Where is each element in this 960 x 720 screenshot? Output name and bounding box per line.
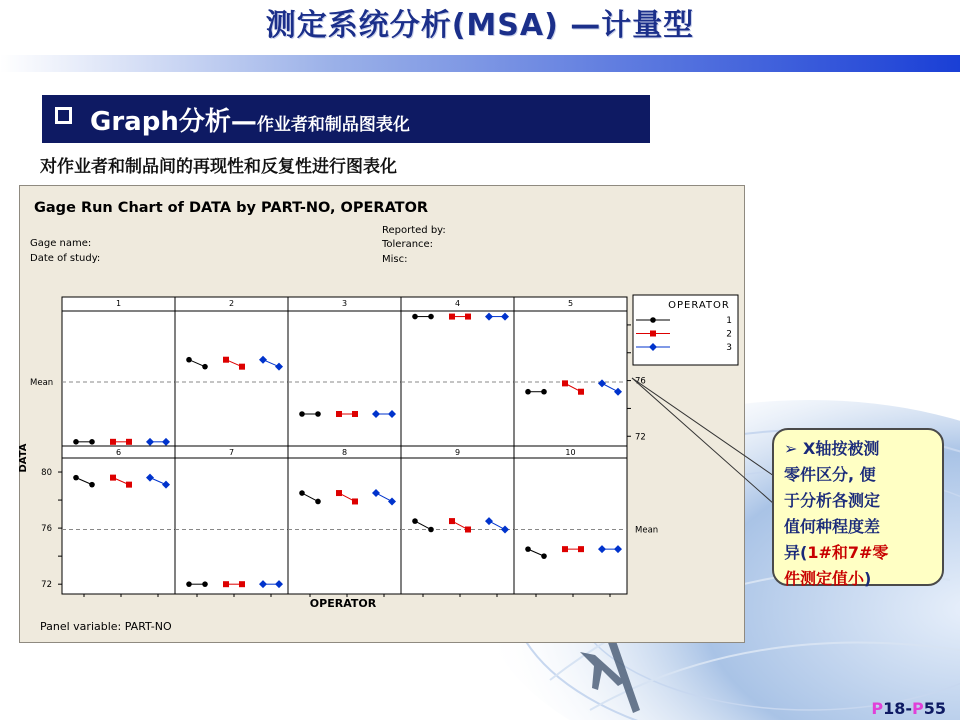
info-tolerance: Tolerance: (382, 239, 434, 250)
panel-frame (401, 446, 514, 594)
data-point (428, 527, 434, 533)
data-point (562, 546, 568, 552)
plot-area (30, 297, 658, 597)
data-point (465, 314, 471, 320)
data-point (562, 380, 568, 386)
data-point (110, 439, 116, 445)
mean-label-left: Mean (30, 377, 54, 388)
section-heading (42, 95, 650, 143)
gage-run-chart-panel (19, 185, 745, 643)
panel-2 (175, 297, 288, 446)
data-point (336, 411, 342, 417)
panel-frame (288, 297, 401, 446)
data-point (578, 546, 584, 552)
legend-label: 2 (726, 329, 732, 340)
data-point (541, 553, 547, 559)
panel-5 (514, 297, 627, 446)
page-prefix-2: P (912, 699, 924, 718)
panel-9 (401, 446, 514, 594)
title-underline-bar (0, 55, 960, 72)
callout-highlight-1: 1#和7#零 (807, 543, 889, 562)
data-point (239, 364, 245, 370)
legend-marker (650, 317, 656, 323)
panel-label: 7 (228, 448, 235, 457)
legend (633, 295, 738, 365)
callout-line-2: 零件区分, 便 (784, 465, 876, 484)
data-point (412, 518, 418, 524)
data-point (73, 439, 79, 445)
data-point (299, 411, 305, 417)
panel-frame (401, 297, 514, 446)
callout-line-1: X轴按被测 (802, 439, 880, 458)
data-point (186, 357, 192, 363)
legend-label: 1 (726, 316, 732, 326)
info-gage-name: Gage name: (30, 238, 92, 249)
panel-frame (175, 297, 288, 446)
section-title-sub: 作业者和制品图表化 (256, 115, 410, 135)
panel-6 (62, 446, 175, 594)
data-point (541, 389, 547, 395)
data-point (110, 475, 116, 481)
section-heading-text (90, 101, 410, 138)
page-start: 18 (883, 699, 906, 718)
data-point (239, 581, 245, 587)
legend-label: 3 (726, 343, 732, 353)
panel-variable-label: Panel variable: PART-NO (40, 620, 172, 633)
chart-title: Gage Run Chart of DATA by PART-NO, OPERATOR (34, 200, 429, 216)
data-point (89, 482, 95, 488)
panel-label: 8 (341, 448, 348, 457)
data-point (525, 546, 531, 552)
data-point (449, 518, 455, 524)
panel-frame (288, 446, 401, 594)
data-point (352, 498, 358, 504)
page-end: 55 (923, 699, 946, 718)
panel-label: 10 (565, 448, 576, 457)
data-point (352, 411, 358, 417)
data-point (525, 389, 531, 395)
info-reported-by: Reported by: (382, 225, 446, 236)
data-point (428, 314, 434, 320)
slide-description: 对作业者和制品间的再现性和反复性进行图表化 (40, 157, 397, 177)
data-point (186, 581, 192, 587)
legend-marker (650, 331, 656, 337)
legend-title: OPERATOR (668, 300, 730, 311)
explanation-callout (772, 428, 944, 586)
data-point (578, 389, 584, 395)
info-date-of-study: Date of study: (30, 253, 101, 264)
data-point (412, 314, 418, 320)
page-prefix: P (871, 699, 884, 718)
data-point (202, 581, 208, 587)
panel-4 (401, 297, 514, 446)
data-point (465, 527, 471, 533)
data-point (315, 411, 321, 417)
panel-frame (514, 446, 627, 594)
data-point (449, 314, 455, 320)
callout-highlight-2: 件测定值小 (784, 569, 865, 588)
page-sep: - (905, 699, 912, 718)
data-point (315, 499, 321, 505)
panel-label: 6 (115, 448, 122, 457)
panel-label: 2 (228, 299, 235, 308)
panel-label: 5 (567, 299, 574, 308)
panel-3 (288, 297, 401, 446)
y-tick-label: 72 (635, 432, 646, 443)
callout-line-4: 值何种程度差 (784, 517, 881, 536)
checkbox-bullet-icon (55, 107, 72, 124)
y-tick-label: 80 (41, 468, 52, 479)
data-point (89, 439, 95, 445)
callout-line-3: 于分析各测定 (784, 491, 881, 510)
section-title-main: Graph分析— (90, 107, 257, 137)
callout-bullet-icon: ➢ (784, 439, 798, 458)
y-tick-label: 72 (41, 580, 52, 591)
data-point (126, 482, 132, 488)
data-point (126, 439, 132, 445)
panel-8 (288, 446, 401, 594)
left-axis-ticks (41, 468, 62, 590)
panel-label: 9 (454, 448, 461, 457)
data-point (299, 490, 305, 496)
gage-run-chart (20, 186, 746, 644)
data-point (73, 475, 79, 481)
mean-label-right: Mean (635, 525, 659, 536)
panel-label: 3 (341, 299, 348, 308)
panel-7 (175, 446, 288, 594)
y-axis-label: DATA (18, 443, 29, 473)
panel-label: 1 (115, 299, 122, 308)
x-axis-label: OPERATOR (309, 597, 377, 610)
panel-frame (175, 446, 288, 594)
page-number (871, 699, 946, 718)
data-point (223, 581, 229, 587)
data-point (202, 364, 208, 370)
slide-title: 测定系统分析(MSA) —计量型 (265, 8, 695, 43)
callout-line-5: 异( (784, 543, 808, 562)
panel-10 (514, 446, 627, 594)
panel-frame (62, 446, 175, 594)
data-point (223, 357, 229, 363)
panel-1 (62, 297, 175, 446)
y-tick-label: 76 (41, 524, 52, 535)
callout-tail: ) (864, 569, 872, 588)
panel-frame (514, 297, 627, 446)
y-tick-label: 76 (635, 376, 646, 387)
info-misc: Misc: (382, 254, 408, 265)
data-point (336, 490, 342, 496)
panel-frame (62, 297, 175, 446)
panel-label: 4 (454, 299, 461, 308)
